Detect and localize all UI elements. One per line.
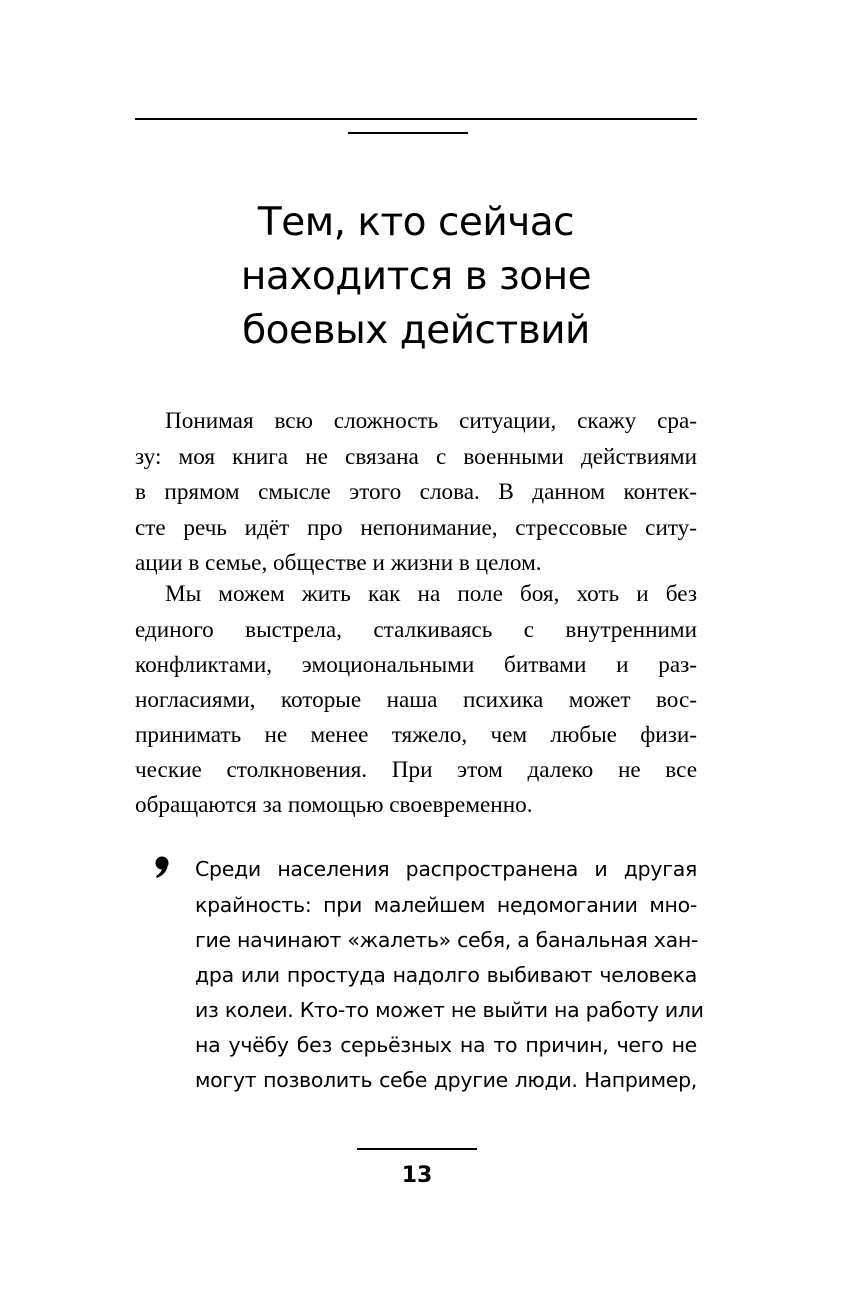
text-line: единого выстрела, сталкиваясь с внутренними: [135, 617, 697, 643]
comma-bullet-icon: [150, 848, 180, 884]
footer-rule: [357, 1148, 477, 1150]
chapter-title-line: боевых действий: [242, 308, 590, 353]
highlight-line: Среди населения распространена и другая: [195, 857, 697, 881]
highlight-line: крайность: при малейшем недомогании мно-: [195, 893, 697, 917]
text-line: ногласиями, которые наша психика может вос-: [135, 687, 697, 713]
text-line: конфликтами, эмоциональными битвами и раз-: [135, 652, 697, 678]
highlight-line: из колеи. Кто-то может не выйти на работу или: [195, 998, 704, 1022]
highlight-line: дра или простуда надолго выбивают человека: [195, 963, 697, 987]
highlight-line: гие начинают «жалеть» себя, а банальная хан-: [195, 928, 699, 952]
text-line: принимать не менее тяжело, чем любые физи-: [135, 722, 697, 748]
text-line: Мы можем жить как на поле боя, хоть и без: [165, 581, 697, 607]
highlight-line: на учёбу без серьёзных на то причин, чего не: [195, 1033, 697, 1057]
text-line: ации в семье, обществе и жизни в целом.: [135, 550, 542, 576]
page-number: 13: [401, 1163, 433, 1188]
text-line: ческие столкновения. При этом далеко не все: [135, 757, 697, 783]
text-line: зу: моя книга не связана с военными действиями: [135, 444, 697, 470]
top-short-rule: [348, 132, 468, 134]
text-line: Понимая всю сложность ситуации, скажу сра-: [165, 408, 697, 434]
text-line: в прямом смысле этого слова. В данном контек-: [135, 479, 697, 505]
chapter-title-line: находится в зоне: [240, 254, 592, 299]
chapter-title-line: Тем, кто сейчас: [257, 200, 575, 245]
highlight-line: могут позволить себе другие люди. Например,: [195, 1068, 697, 1092]
chapter-title: [135, 196, 697, 358]
text-line: сте речь идёт про непонимание, стрессовые ситу-: [135, 515, 697, 541]
top-rule: [135, 118, 697, 120]
text-line: обращаются за помощью своевременно.: [135, 792, 533, 818]
